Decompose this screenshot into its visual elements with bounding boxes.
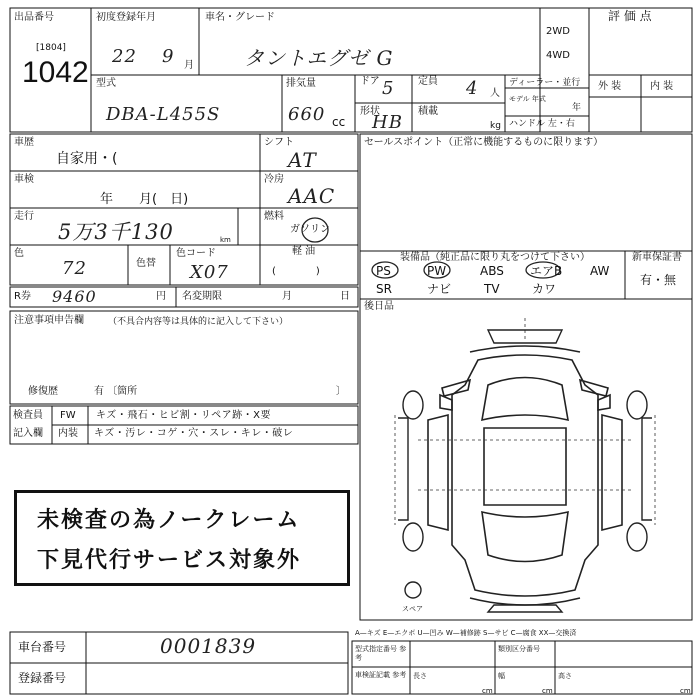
fw-label: FW bbox=[60, 410, 76, 421]
notes-hint: （不具合内容等は具体的に記入して下さい） bbox=[108, 317, 289, 327]
fuel-gas: ガソリン bbox=[290, 224, 330, 235]
chassis-label: 車台番号 bbox=[18, 640, 67, 654]
mileage-value: 5万3千130 bbox=[58, 220, 174, 244]
displacement-unit: cc bbox=[332, 115, 346, 129]
type-value: DBA-L455S bbox=[106, 104, 221, 125]
door-label: ドア bbox=[360, 76, 380, 87]
lot-number: 1042 bbox=[22, 56, 89, 89]
equip-leather: カワ bbox=[532, 282, 557, 296]
inspector-label-2: 記入欄 bbox=[13, 428, 43, 439]
first-reg-label: 初度登録年月 bbox=[96, 12, 156, 23]
fw-items: キズ・飛石・ヒビ割・リペア跡・X要 bbox=[96, 410, 271, 421]
fuel-light: 軽 油 bbox=[292, 246, 316, 257]
displacement-label: 排気量 bbox=[286, 78, 316, 89]
name-change-label: 名変期限 bbox=[182, 291, 222, 302]
width-label: 幅 bbox=[498, 672, 505, 680]
yen-unit: 円 bbox=[156, 291, 166, 302]
capacity-unit: 人 bbox=[490, 88, 500, 99]
type-label: 型式 bbox=[96, 78, 116, 89]
lot-label: 出品番号 bbox=[14, 12, 54, 23]
inspector-label-1: 検査員 bbox=[13, 410, 43, 421]
inspection-fields: 年 月( 日) bbox=[100, 192, 189, 207]
length-label: 長さ bbox=[413, 672, 427, 680]
shift-value: AT bbox=[288, 148, 317, 172]
color-label: 色 bbox=[14, 248, 24, 259]
equip-airbag: エアB bbox=[530, 264, 563, 278]
chassis-value: 0001839 bbox=[160, 634, 257, 658]
ac-value: AAC bbox=[288, 184, 336, 208]
door-value: 5 bbox=[382, 78, 395, 99]
damage-legend: A—キズ E—エクボ U—凹み W—補修跡 S—サビ C—腐食 XX—交換済 bbox=[355, 629, 577, 637]
ac-label: 冷房 bbox=[264, 174, 284, 185]
lot-code: [1804] bbox=[36, 43, 66, 53]
length-unit: cm bbox=[482, 687, 493, 695]
fuel-paren: ( ) bbox=[272, 266, 320, 277]
month-unit: 月 bbox=[184, 60, 194, 71]
color-value: 72 bbox=[62, 258, 87, 279]
shape-label: 形状 bbox=[360, 106, 380, 117]
warranty-value: 有・無 bbox=[640, 273, 677, 287]
handle-label: ハンドル 左・右 bbox=[509, 119, 575, 129]
notes-label: 注意事項申告欄 bbox=[14, 315, 84, 326]
equip-ps: PS bbox=[376, 264, 391, 278]
color-code-label: 色コード bbox=[176, 248, 216, 259]
model-year-label: モデル 年式 bbox=[509, 95, 546, 103]
model-name-value: タントエグゼ G bbox=[244, 46, 394, 70]
equip-aw: AW bbox=[590, 264, 610, 278]
dealer-label: ディーラー・並行 bbox=[509, 78, 581, 88]
spare-label: スペア bbox=[402, 605, 423, 613]
spare-tire bbox=[405, 582, 421, 598]
day-label: 日 bbox=[340, 291, 350, 302]
equip-navi: ナビ bbox=[427, 282, 452, 296]
cert-note-label: 車検証記載 参考 bbox=[355, 671, 407, 679]
color-code-value: X07 bbox=[190, 262, 229, 283]
reg-label: 登録番号 bbox=[18, 671, 67, 685]
equip-abs: ABS bbox=[480, 264, 504, 278]
load-label: 積載 bbox=[418, 106, 438, 117]
height-label: 高さ bbox=[558, 672, 572, 680]
usage-label: 車歴 bbox=[14, 137, 34, 148]
repair-label: 修復歴 bbox=[28, 386, 58, 397]
equipment-label: 装備品（純正品に限り丸をつけて下さい） bbox=[400, 252, 590, 263]
repair-value: 有 〔箇所 bbox=[94, 386, 138, 397]
mileage-label: 走行 bbox=[14, 211, 34, 222]
first-reg-month: 9 bbox=[162, 46, 175, 67]
equip-pw: PW bbox=[427, 264, 447, 278]
repair-close: 〕 bbox=[336, 386, 346, 397]
recycle-label: R券 bbox=[14, 291, 31, 302]
load-unit: kg bbox=[490, 121, 501, 131]
after-label: 後日品 bbox=[364, 301, 394, 312]
car-diagram bbox=[428, 346, 622, 605]
category-number-label: 類別区分番号 bbox=[498, 645, 540, 653]
year-unit: 年 bbox=[572, 103, 582, 113]
score-label: 評 価 点 bbox=[608, 9, 652, 23]
month-label: 月 bbox=[282, 291, 292, 302]
interior-label: 内 装 bbox=[650, 81, 674, 92]
inspector-interior-label: 内装 bbox=[58, 428, 78, 439]
model-name-label: 車名・グレード bbox=[205, 12, 275, 23]
shift-label: シフト bbox=[264, 137, 294, 148]
drive-4wd: 4WD bbox=[546, 50, 570, 61]
first-reg-year: 22 bbox=[112, 46, 137, 67]
capacity-value: 4 bbox=[466, 78, 479, 99]
displacement-value: 660 bbox=[288, 104, 326, 125]
shape-value: HB bbox=[372, 112, 403, 133]
exterior-label: 外 装 bbox=[598, 81, 622, 92]
color-change-label: 色替 bbox=[136, 258, 156, 269]
equip-sr: SR bbox=[376, 282, 392, 296]
sales-label: セールスポイント（正常に機能するものに限ります） bbox=[364, 137, 604, 148]
equip-tv: TV bbox=[484, 282, 500, 296]
stamp-line-1: 未検査の為ノークレーム bbox=[37, 508, 301, 533]
inspection-label: 車検 bbox=[14, 174, 34, 185]
drive-2wd: 2WD bbox=[546, 26, 570, 37]
usage-value: 自家用・( bbox=[56, 151, 118, 167]
fuel-label: 燃料 bbox=[264, 211, 284, 222]
stamp-line-2: 下見代行サービス対象外 bbox=[37, 548, 302, 573]
height-unit: cm bbox=[680, 687, 691, 695]
type-designation-label: 型式指定番号 参考 bbox=[355, 645, 407, 662]
no-claim-stamp bbox=[14, 490, 350, 586]
capacity-label: 定員 bbox=[418, 76, 438, 87]
mileage-unit: km bbox=[220, 236, 231, 244]
width-unit: cm bbox=[542, 687, 553, 695]
warranty-label: 新車保証書 bbox=[632, 252, 682, 263]
interior-items: キズ・汚レ・コゲ・穴・スレ・キレ・破レ bbox=[94, 428, 294, 439]
recycle-value: 9460 bbox=[52, 287, 97, 306]
